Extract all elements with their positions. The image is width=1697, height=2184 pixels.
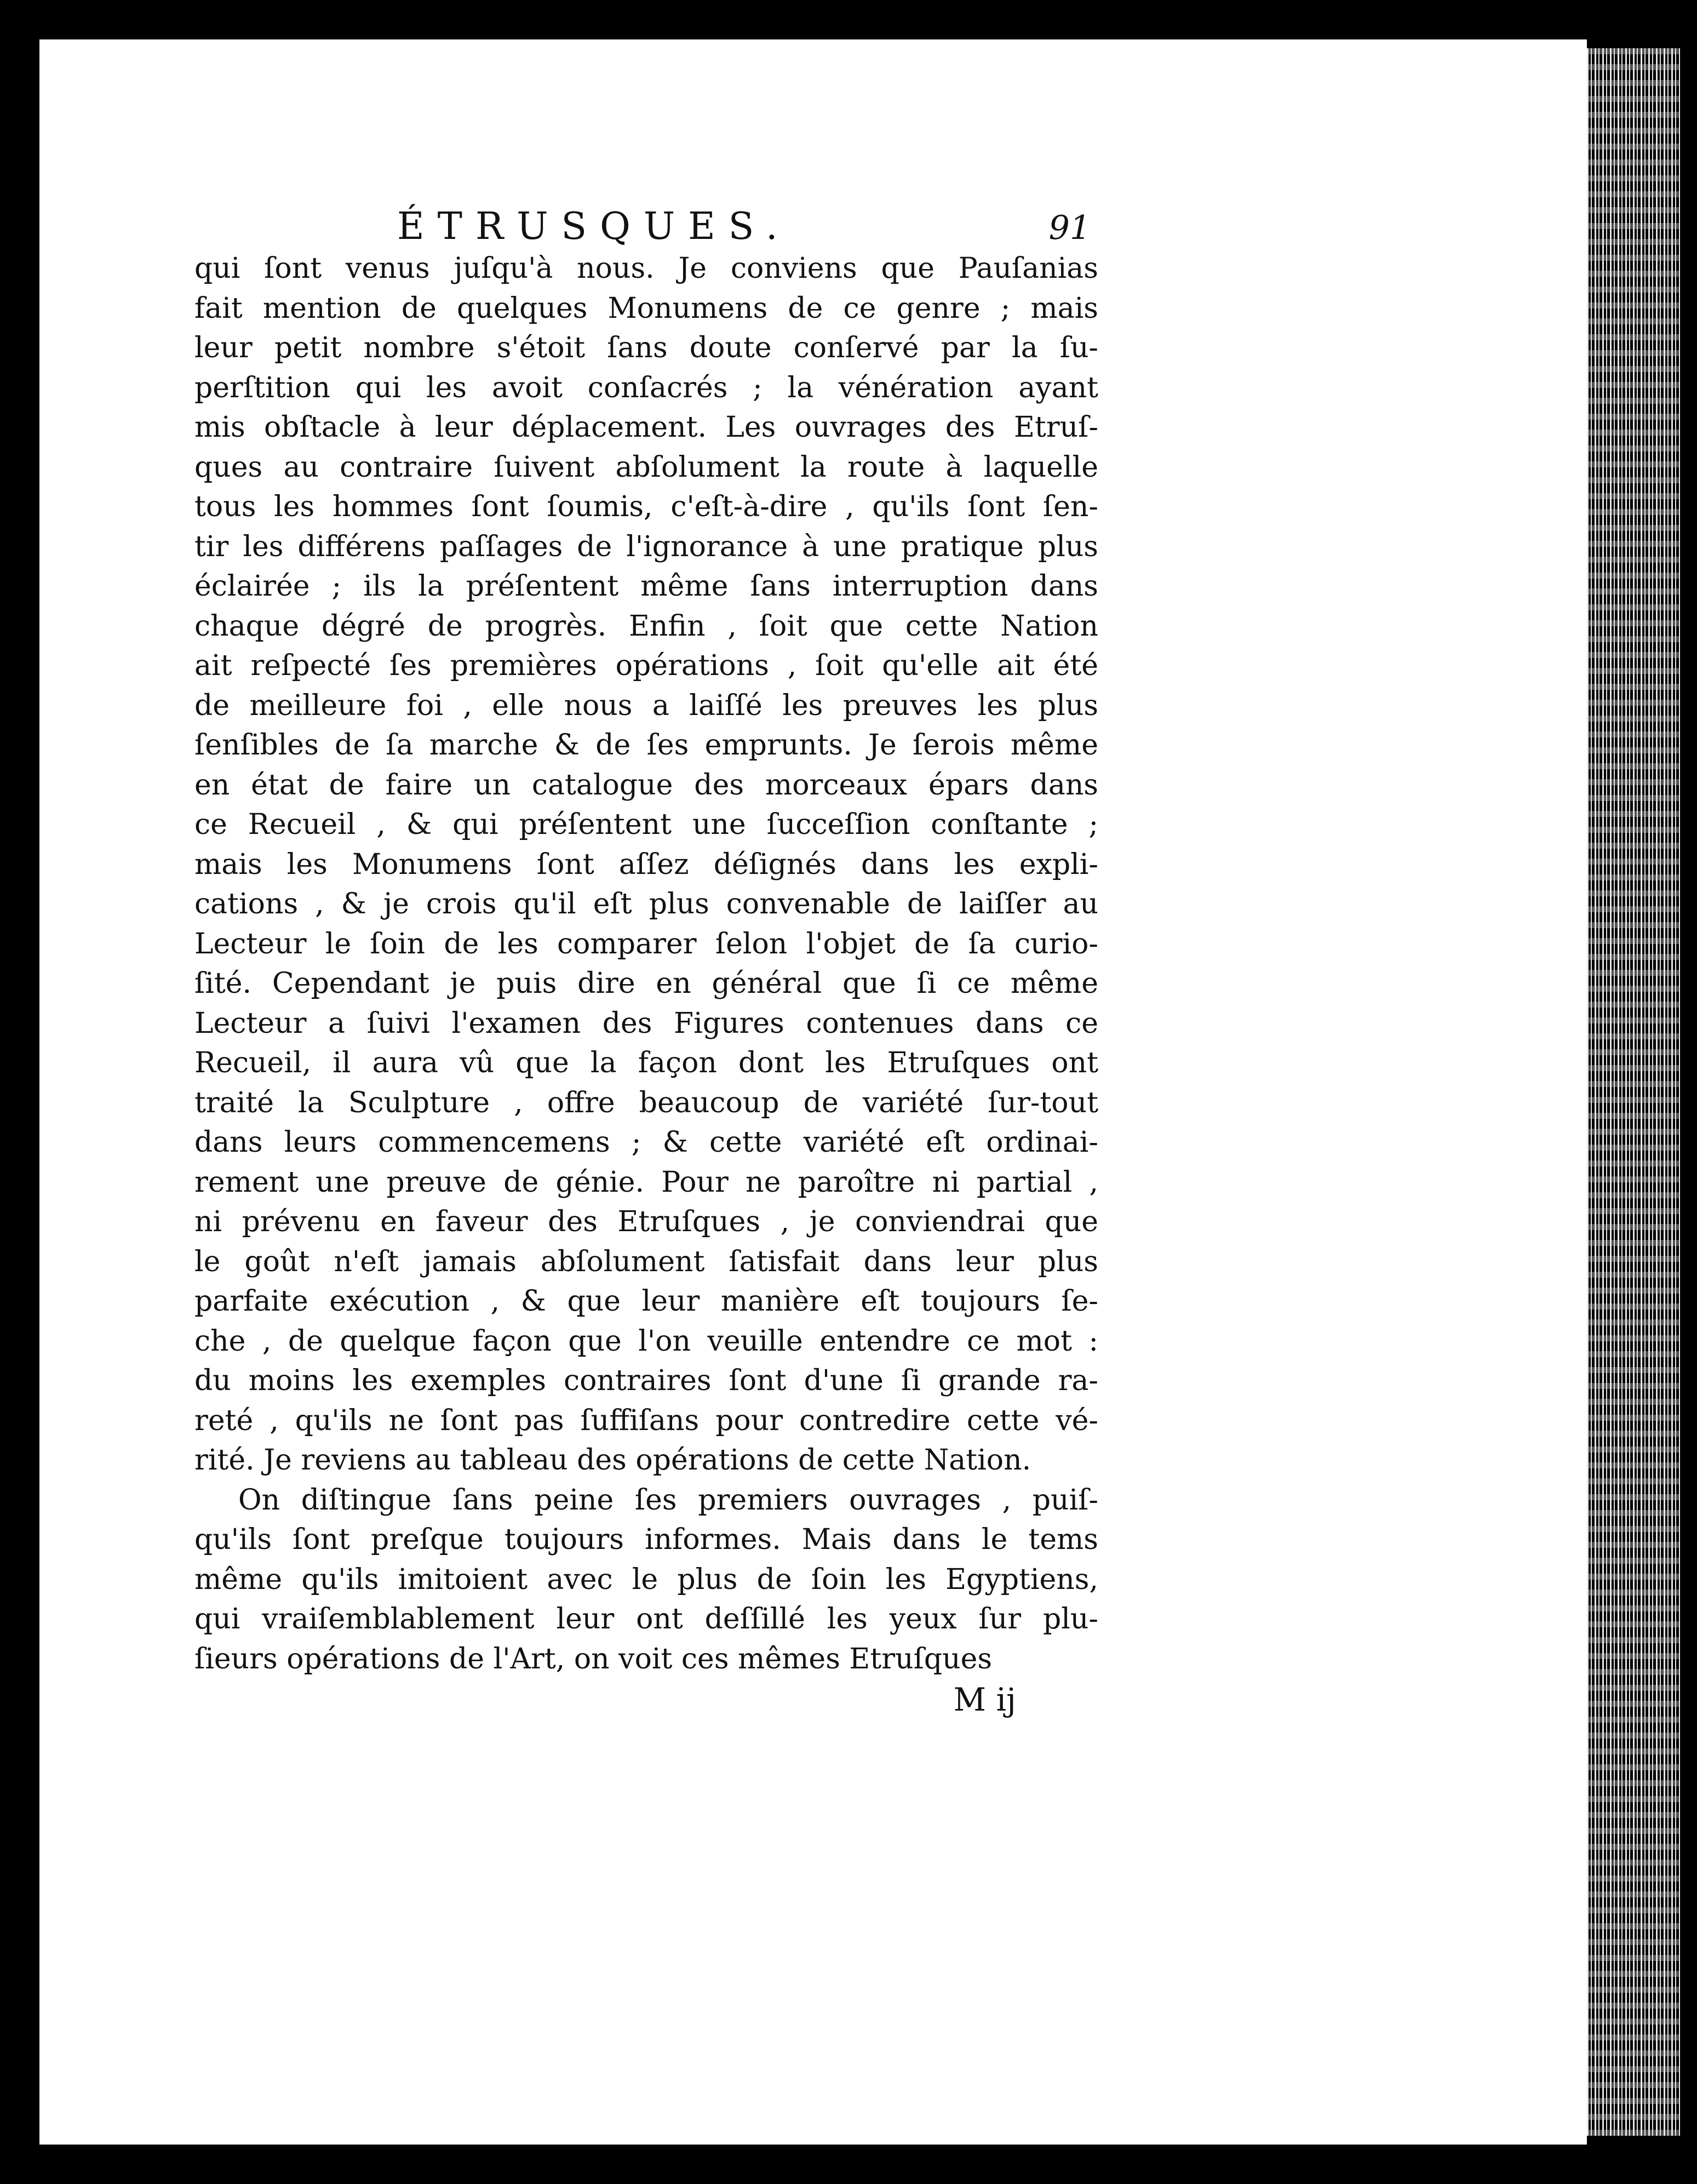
- text-line: che , de quelque façon que l'on veuille entendre ce mot :: [194, 1324, 1098, 1358]
- text-line: parfaite exécution , & que leur manière eſt toujours ſe-: [194, 1285, 1098, 1318]
- text-line: ſieurs opérations de l'Art, on voit ces mêmes Etruſques: [194, 1642, 993, 1676]
- text-line: qui vraiſemblablement leur ont deſſillé les yeux ſur plu-: [194, 1603, 1098, 1636]
- text-line: ſité. Cependant je puis dire en général que ſi ce même: [194, 967, 1098, 1000]
- text-line: cations , & je crois qu'il eſt plus convenable de laiſſer au: [194, 888, 1098, 921]
- text-line: en état de faire un catalogue des morceaux épars dans: [194, 768, 1098, 802]
- signature-mark: M ij: [953, 1681, 1016, 1718]
- text-line: traité la Sculpture , offre beaucoup de variété ſur-tout: [194, 1086, 1098, 1119]
- text-line: chaque dégré de progrès. Enfin , ſoit que cette Nation: [194, 609, 1098, 643]
- text-line: dans leurs commencemens ; & cette variété eſt ordinai-: [194, 1126, 1098, 1159]
- text-line: ſenſibles de ſa marche & de ſes emprunts. Je ſerois même: [194, 729, 1098, 762]
- text-line: éclairée ; ils la préſentent même ſans interruption dans: [194, 570, 1098, 603]
- text-line: ques au contraire ſuivent abſolument la route à laquelle: [194, 450, 1098, 484]
- page-header: [194, 205, 1098, 247]
- page-edge-scan: [1587, 48, 1680, 2136]
- text-line: rement une preuve de génie. Pour ne paroître ni partial ,: [194, 1165, 1098, 1199]
- text-line: mais les Monumens ſont aſſez déſignés dans les expli-: [194, 848, 1098, 881]
- text-line: leur petit nombre s'étoit ſans doute conſervé par la ſu-: [194, 331, 1098, 364]
- text-line: reté , qu'ils ne ſont pas ſuffiſans pour contredire cette vé-: [194, 1404, 1098, 1437]
- text-line: de meilleure foi , elle nous a laiſſé les preuves les plus: [194, 689, 1098, 722]
- text-line: qu'ils ſont preſque toujours informes. Mais dans le tems: [194, 1523, 1098, 1556]
- text-line: même qu'ils imitoient avec le plus de ſoin les Egyptiens,: [194, 1563, 1098, 1596]
- text-line: ait reſpecté ſes premières opérations , ſoit qu'elle ait été: [194, 649, 1098, 682]
- body-text: [194, 249, 1098, 1679]
- text-line: perſtition qui les avoit conſacrés ; la vénération ayant: [194, 371, 1098, 404]
- text-line: mis obſtacle à leur déplacement. Les ouvrages des Etruſ-: [194, 411, 1098, 444]
- text-line: Lecteur a ſuivi l'examen des Figures contenues dans ce: [194, 1007, 1098, 1040]
- text-line: rité. Je reviens au tableau des opérations de cette Nation.: [194, 1444, 1031, 1477]
- text-line: qui ſont venus juſqu'à nous. Je conviens que Pauſanias: [194, 252, 1098, 285]
- text-line: du moins les exemples contraires ſont d'une ſi grande ra-: [194, 1364, 1098, 1397]
- page-number: 91: [1048, 209, 1091, 247]
- text-line: ce Recueil , & qui préſentent une ſucceſſion conſtante ;: [194, 808, 1098, 841]
- text-line: Lecteur le ſoin de les comparer ſelon l'objet de ſa curio-: [194, 927, 1098, 960]
- text-line: On diſtingue ſans peine ſes premiers ouvrages , puiſ-: [238, 1483, 1098, 1517]
- text-line: ni prévenu en faveur des Etruſques , je conviendrai que: [194, 1205, 1098, 1238]
- text-line: Recueil, il aura vû que la façon dont les Etruſques ont: [194, 1047, 1098, 1079]
- text-block: [194, 205, 1098, 1718]
- text-line: fait mention de quelques Monumens de ce genre ; mais: [194, 291, 1098, 325]
- text-line: tous les hommes ſont ſoumis, c'eſt-à-dire , qu'ils ſont ſen-: [194, 490, 1098, 523]
- running-head: ÉTRUSQUES.: [397, 205, 791, 248]
- text-line: le goût n'eſt jamais abſolument ſatisfait dans leur plus: [194, 1245, 1098, 1278]
- text-line: tir les différens paſſages de l'ignorance à une pratique plus: [194, 530, 1098, 563]
